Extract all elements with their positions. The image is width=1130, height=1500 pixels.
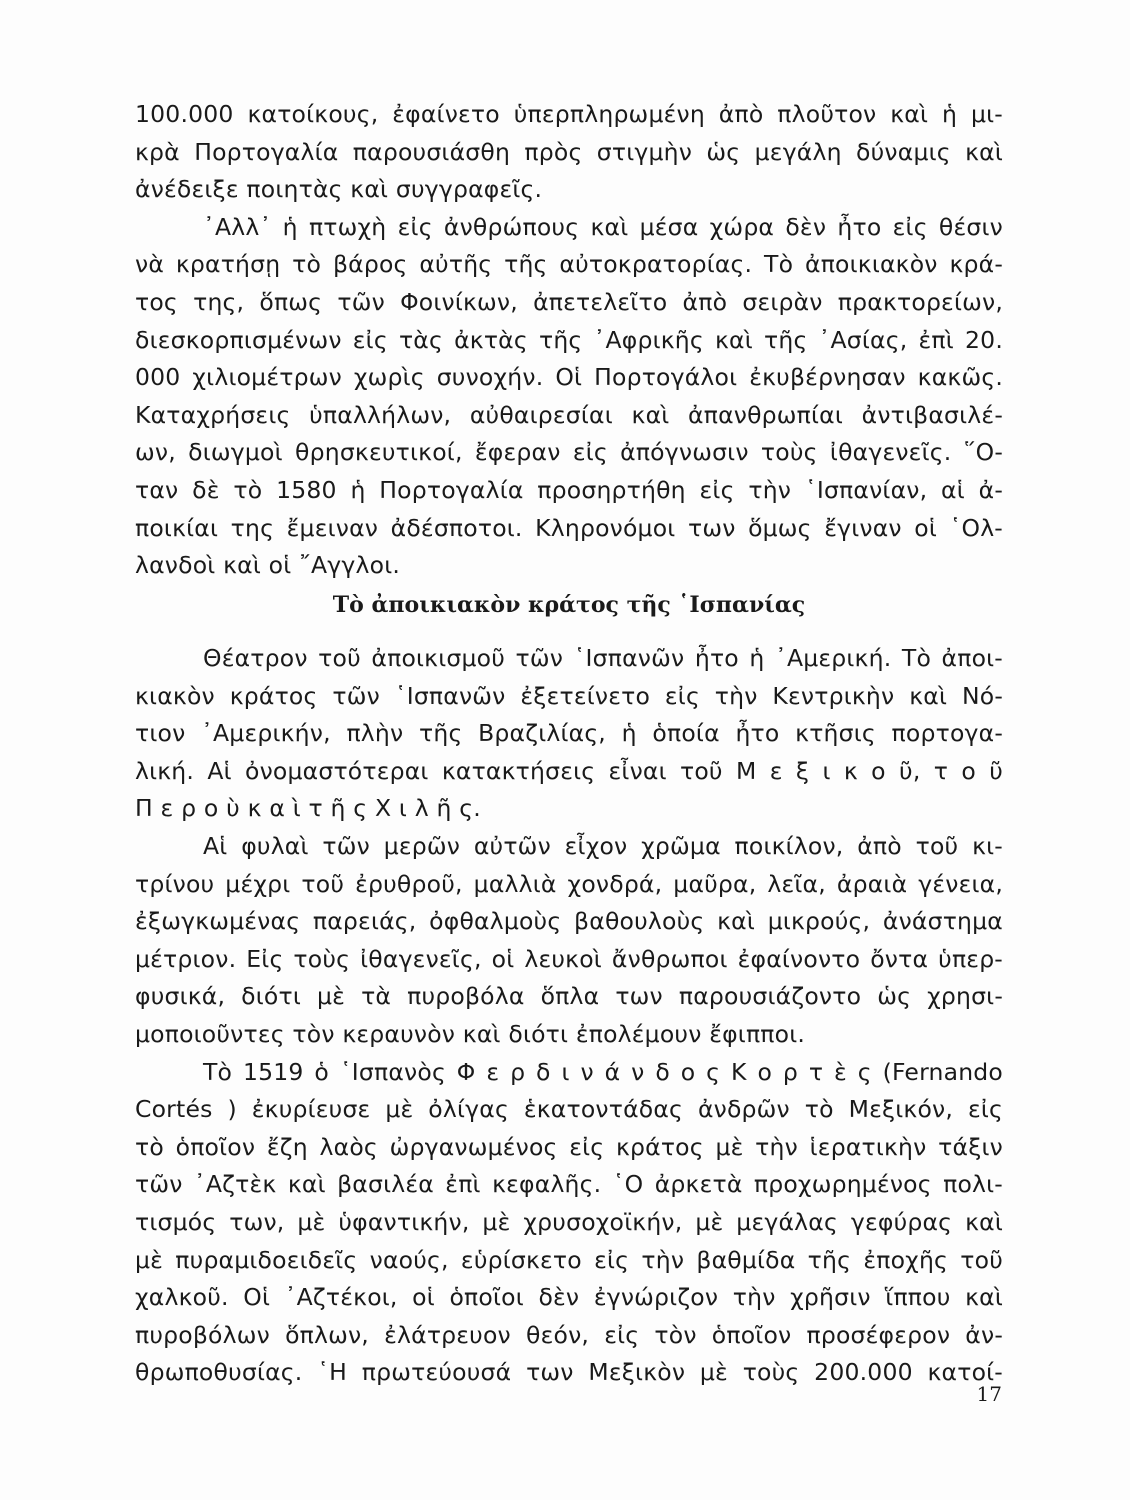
text-line: ἀνέδειξε ποιητὰς καὶ συγγραφεῖς. (135, 175, 543, 204)
text-line: Καταχρήσεις ὑπαλλήλων, αὐθαιρεσίαι καὶ ἀπανθρωπίαι ἀντιβασιλέ- (135, 400, 1003, 429)
text-line: τος της, ὅπως τῶν Φοινίκων, ἀπετελεῖτο ἀπὸ σειρὰν πρακτορείων, (135, 287, 1003, 316)
text-line: 000 χιλιομέτρων χωρὶς συνοχήν. Οἱ Πορτογάλοι ἐκυβέρνησαν κακῶς. (135, 363, 1003, 392)
text-block-upper (135, 96, 1003, 585)
text-line: λανδοὶ καὶ οἱ ῎Αγγλοι. (135, 551, 401, 580)
text-line: χαλκοῦ. Οἱ ᾿Αζτέκοι, οἱ ὁποῖοι δὲν ἐγνώριζον τὴν χρῆσιν ἵππου καὶ (135, 1283, 1003, 1312)
text-line: τὸ ὁποῖον ἔζη λαὸς ὠργανωμένος εἰς κράτος μὲ τὴν ἱερατικὴν τάξιν (135, 1132, 1003, 1161)
text-line: κιακὸν κράτος τῶν ῾Ισπανῶν ἐξετείνετο εἰς τὴν Κεντρικὴν καὶ Νό- (135, 681, 1003, 710)
text-line: τιον ᾿Αμερικήν, πλὴν τῆς Βραζιλίας, ἡ ὁποία ἦτο κτῆσις πορτογα- (135, 719, 1003, 748)
text-line: Θέατρον τοῦ ἀποικισμοῦ τῶν ῾Ισπανῶν ἦτο ἡ ᾿Αμερική. Τὸ ἀποι- (203, 644, 1003, 672)
text-line: μὲ πυραμιδοειδεῖς ναούς, εὑρίσκετο εἰς τὴν βαθμίδα τῆς ἐποχῆς τοῦ (135, 1245, 1003, 1274)
text-line: τῶν ᾿Αζτὲκ καὶ βασιλέα ἐπὶ κεφαλῆς. ῾Ο ἀρκετὰ προχωρημένος πολι- (135, 1170, 1003, 1199)
section-heading: Τὸ ἀποικιακὸν κράτος τῆς ῾Ισπανίας (332, 592, 806, 618)
text-line: φυσικά, διότι μὲ τὰ πυροβόλα ὅπλα των παρουσιάζοντο ὡς χρησι- (135, 982, 1003, 1011)
text-line: Τὸ 1519 ὁ ῾Ισπανὸς Φ ε ρ δ ι ν ά ν δ ο ς Κ ο ρ τ ὲ ς (Fernando (203, 1057, 1003, 1086)
text-line: ἐξωγκωμένας παρειάς, ὀφθαλμοὺς βαθουλοὺς καὶ μικρούς, ἀνάστημα (135, 907, 1003, 936)
text-line: τισμός των, μὲ ὑφαντικήν, μὲ χρυσοχοϊκήν, μὲ μεγάλας γεφύρας καὶ (135, 1207, 1003, 1236)
text-line: Π ε ρ ο ὺ κ α ὶ τ ῆ ς Χ ι λ ῆ ς. (135, 794, 481, 823)
text-line: μέτριον. Εἰς τοὺς ἰθαγενεῖς, οἱ λευκοὶ ἄνθρωποι ἐφαίνοντο ὄντα ὑπερ- (135, 944, 1003, 973)
text-line: ταν δὲ τὸ 1580 ἡ Πορτογαλία προσηρτήθη εἰς τὴν ῾Ισπανίαν, αἱ ἀ- (135, 475, 1003, 504)
text-line: Αἱ φυλαὶ τῶν μερῶν αὐτῶν εἶχον χρῶμα ποικίλον, ἀπὸ τοῦ κι- (203, 831, 1003, 860)
text-line: πυροβόλων ὅπλων, ἐλάτρευον θεόν, εἰς τὸν ὁποῖον προσέφερον ἀν- (135, 1320, 1003, 1349)
text-line: 100.000 κατοίκους, ἐφαίνετο ὑπερπληρωμένη ἀπὸ πλοῦτον καὶ ἡ μι- (135, 100, 1003, 128)
text-line: ᾿Αλλ᾿ ἡ πτωχὴ εἰς ἀνθρώπους καὶ μέσα χώρα δὲν ἦτο εἰς θέσιν (203, 212, 1003, 241)
page-number: 17 (976, 1382, 1002, 1406)
text-line: κρὰ Πορτογαλία παρουσιάσθη πρὸς στιγμὴν ὡς μεγάλη δύναμις καὶ (135, 137, 1003, 166)
text-line: θρωποθυσίας. ῾Η πρωτεύουσά των Μεξικὸν μὲ τοὺς 200.000 κατοί- (135, 1358, 1003, 1387)
text-block-lower (135, 640, 1003, 1392)
text-line: λική. Αἱ ὀνομαστότεραι κατακτήσεις εἶναι τοῦ Μ ε ξ ι κ ο ῦ, τ ο ῦ (135, 756, 1003, 785)
text-line: ποικίαι της ἔμειναν ἀδέσποτοι. Κληρονόμοι των ὅμως ἔγιναν οἱ ῾Ολ- (135, 513, 1003, 542)
text-line: Cortés ) ἐκυρίευσε μὲ ὀλίγας ἑκατοντάδας ἀνδρῶν τὸ Μεξικόν, εἰς (135, 1095, 1003, 1124)
text-line: ων, διωγμοὶ θρησκευτικοί, ἔφεραν εἰς ἀπόγνωσιν τοὺς ἰθαγενεῖς. ῞Ο- (135, 438, 1003, 467)
text-line: τρίνου μέχρι τοῦ ἐρυθροῦ, μαλλιὰ χονδρά, μαῦρα, λεῖα, ἀραιὰ γένεια, (135, 869, 1003, 898)
text-line: νὰ κρατήσῃ τὸ βάρος αὐτῆς τῆς αὐτοκρατορίας. Τὸ ἀποικιακὸν κρά- (135, 250, 1003, 279)
text-line: διεσκορπισμένων εἰς τὰς ἀκτὰς τῆς ᾿Αφρικῆς καὶ τῆς ᾿Ασίας, ἐπὶ 20. (135, 325, 1003, 354)
text-line: μοποιοῦντες τὸν κεραυνὸν καὶ διότι ἐπολέμουν ἔφιπποι. (135, 1019, 806, 1048)
